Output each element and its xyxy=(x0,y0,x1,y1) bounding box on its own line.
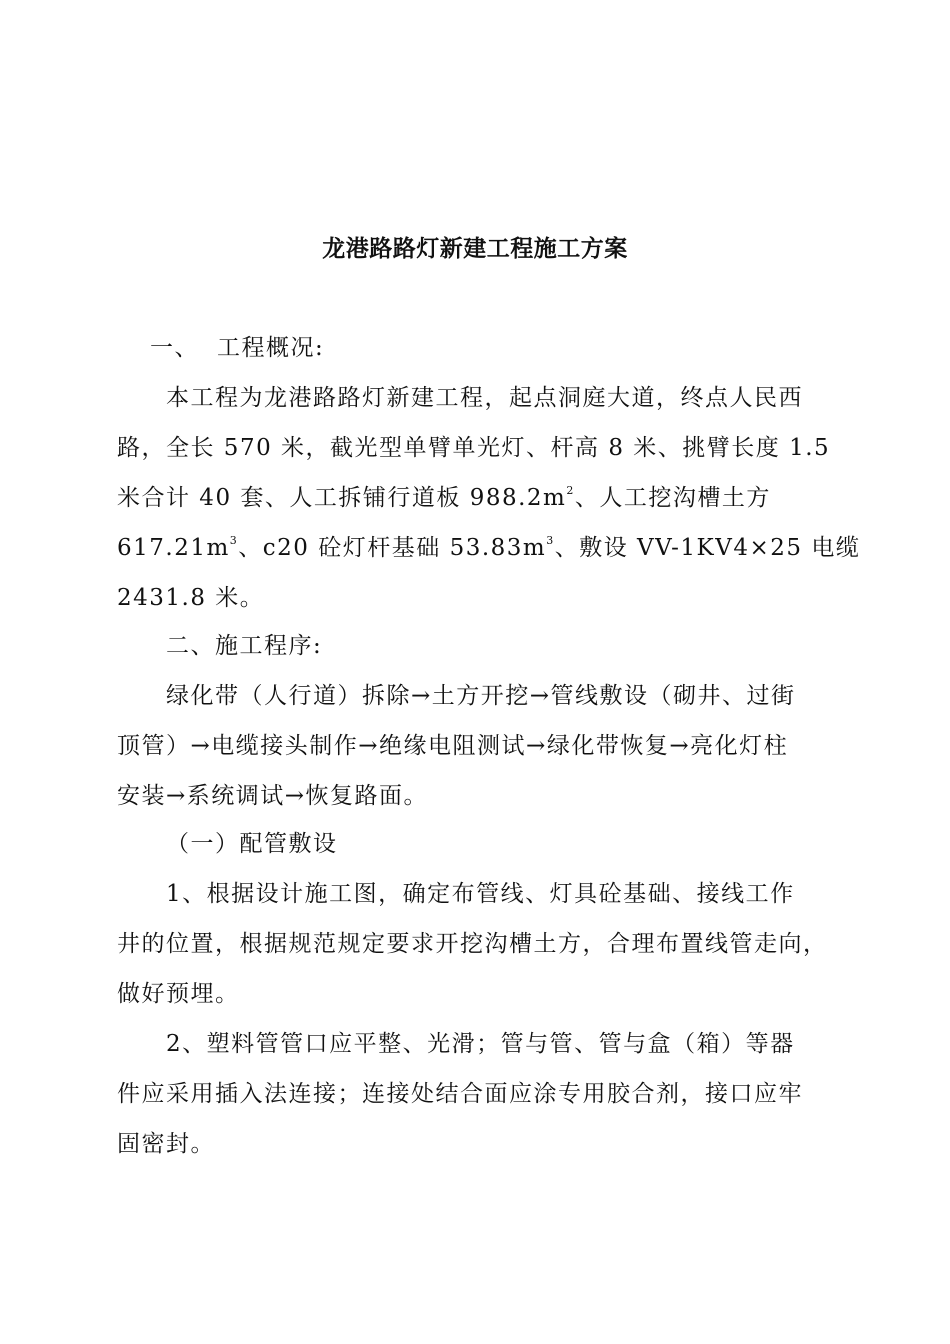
paragraph-line: 路，全长 570 米，截光型单臂单光灯、杆高 8 米、挑臂长度 1.5 xyxy=(117,435,831,461)
list-item-line: 2、塑料管管口应平整、光滑；管与管、管与盒（箱）等器 xyxy=(166,1031,795,1057)
document-title: 龙港路路灯新建工程施工方案 xyxy=(322,236,628,262)
subsection-heading-conduit: （一）配管敷设 xyxy=(166,831,338,857)
section-title: 工程概况: xyxy=(217,335,325,361)
list-item-line: 做好预埋。 xyxy=(117,981,240,1007)
list-item-line: 井的位置，根据规范规定要求开挖沟槽土方，合理布置线管走向， xyxy=(117,931,828,957)
text-run: 617.21m xyxy=(117,535,230,561)
text-run: 、敷设 VV-1KV4×25 电缆 xyxy=(554,535,861,561)
superscript: 3 xyxy=(546,534,555,547)
paragraph-line: 顶管）→电缆接头制作→绝缘电阻测试→绿化带恢复→亮化灯柱 xyxy=(117,733,789,759)
paragraph-line: 安装→系统调试→恢复路面。 xyxy=(117,783,429,809)
section-heading-overview xyxy=(150,333,324,363)
paragraph-line xyxy=(117,483,771,513)
section-heading-procedure: 二、施工程序: xyxy=(166,633,323,659)
paragraph-line: 绿化带（人行道）拆除→土方开挖→管线敷设（砌井、过街 xyxy=(166,683,796,709)
text-run: 、c20 砼灯杆基础 53.83m xyxy=(238,535,547,561)
list-item-line: 件应采用插入法连接；连接处结合面应涂专用胶合剂，接口应牢 xyxy=(117,1081,803,1107)
paragraph-line: 本工程为龙港路路灯新建工程，起点洞庭大道，终点人民西 xyxy=(166,385,803,411)
list-item-line: 固密封。 xyxy=(117,1131,215,1157)
section-number: 一、 xyxy=(150,335,199,361)
paragraph-line xyxy=(117,533,860,563)
superscript: 3 xyxy=(229,534,239,547)
paragraph-line: 2431.8 米。 xyxy=(117,585,265,611)
text-run: 、人工挖沟槽土方 xyxy=(574,485,771,511)
text-run: 米合计 40 套、人工拆铺行道板 988.2m xyxy=(117,485,567,511)
superscript: 2 xyxy=(566,484,575,497)
list-item-line: 1、根据设计施工图，确定布管线、灯具砼基础、接线工作 xyxy=(166,881,795,907)
